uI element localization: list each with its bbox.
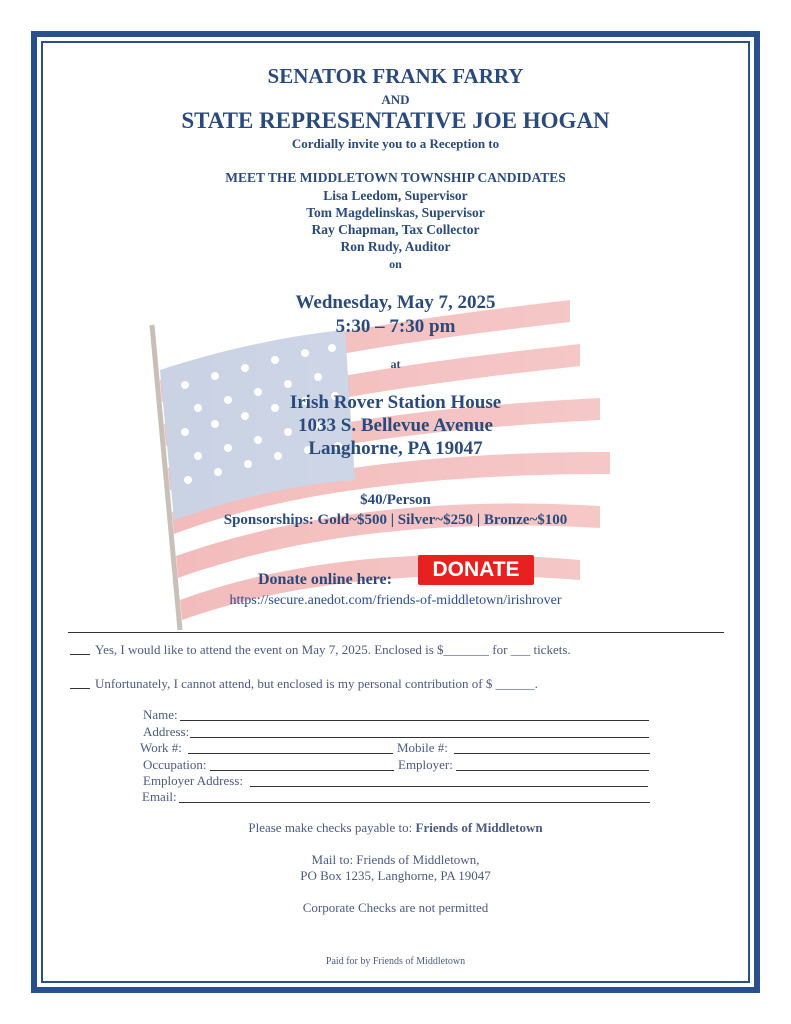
name-label: Name: [143, 707, 178, 722]
host-line-2: STATE REPRESENTATIVE JOE HOGAN [181, 108, 610, 133]
donate-label: Donate online here: [258, 571, 392, 588]
candidate-3: Ray Chapman, Tax Collector [311, 222, 480, 237]
mail-line-2: PO Box 1235, Langhorne, PA 19047 [300, 868, 491, 883]
venue-city: Langhorne, PA 19047 [308, 438, 483, 459]
occupation-field[interactable] [210, 770, 394, 771]
donate-button[interactable]: DONATE [418, 555, 534, 585]
employer-label: Employer: [398, 757, 453, 772]
candidate-1: Lisa Leedom, Supervisor [323, 188, 468, 203]
payable-line [0, 820, 791, 836]
on-label: on [389, 257, 402, 271]
divider [68, 632, 724, 633]
venue-street: 1033 S. Bellevue Avenue [298, 415, 493, 436]
email-label: Email: [142, 789, 177, 804]
employer-address-label: Employer Address: [143, 773, 244, 788]
venue-name: Irish Rover Station House [289, 392, 502, 413]
at-label: at [390, 357, 401, 371]
candidate-4: Ron Rudy, Auditor [340, 239, 451, 254]
attend-option: Yes, I would like to attend the event on May 7, 2025. Enclosed is $_______ for ___ tickets. [95, 642, 571, 657]
candidates-heading: MEET THE MIDDLETOWN TOWNSHIP CANDIDATES [225, 170, 566, 185]
event-time: 5:30 – 7:30 pm [335, 316, 456, 337]
cannot-check-line[interactable] [70, 688, 90, 689]
host-line-1: SENATOR FRANK FARRY [267, 64, 524, 88]
name-field[interactable] [180, 720, 649, 721]
paid-for-note: Paid for by Friends of Middletown [325, 956, 466, 967]
event-date: Wednesday, May 7, 2025 [295, 292, 496, 313]
work-label: Work #: [140, 740, 182, 755]
address-field[interactable] [190, 737, 649, 738]
attend-check-line[interactable] [70, 654, 90, 655]
host-and: AND [381, 92, 410, 107]
mobile-field[interactable] [454, 753, 650, 754]
ticket-price: $40/Person [360, 492, 431, 508]
employer-field[interactable] [456, 770, 649, 771]
mail-line-1: Mail to: Friends of Middletown, [311, 852, 480, 867]
occupation-label: Occupation: [143, 757, 207, 772]
payable-to: Friends of Middletown [415, 820, 543, 835]
payable-prefix: Please make checks payable to: [248, 820, 413, 835]
employer-address-field[interactable] [250, 786, 648, 787]
cannot-attend-option: Unfortunately, I cannot attend, but enclosed is my personal contribution of $ ______. [95, 676, 538, 691]
email-field[interactable] [179, 802, 650, 803]
invite-line: Cordially invite you to a Reception to [291, 136, 500, 151]
sponsorships: Sponsorships: Gold~$500 | Silver~$250 | Bronze~$100 [223, 512, 568, 528]
corporate-note: Corporate Checks are not permitted [302, 900, 489, 915]
candidate-2: Tom Magdelinskas, Supervisor [306, 205, 485, 220]
donate-link[interactable]: https://secure.anedot.com/friends-of-middletown/irishrover [229, 593, 562, 608]
address-label: Address: [143, 724, 190, 739]
work-phone-field[interactable] [188, 753, 393, 754]
mobile-label: Mobile #: [397, 740, 448, 755]
